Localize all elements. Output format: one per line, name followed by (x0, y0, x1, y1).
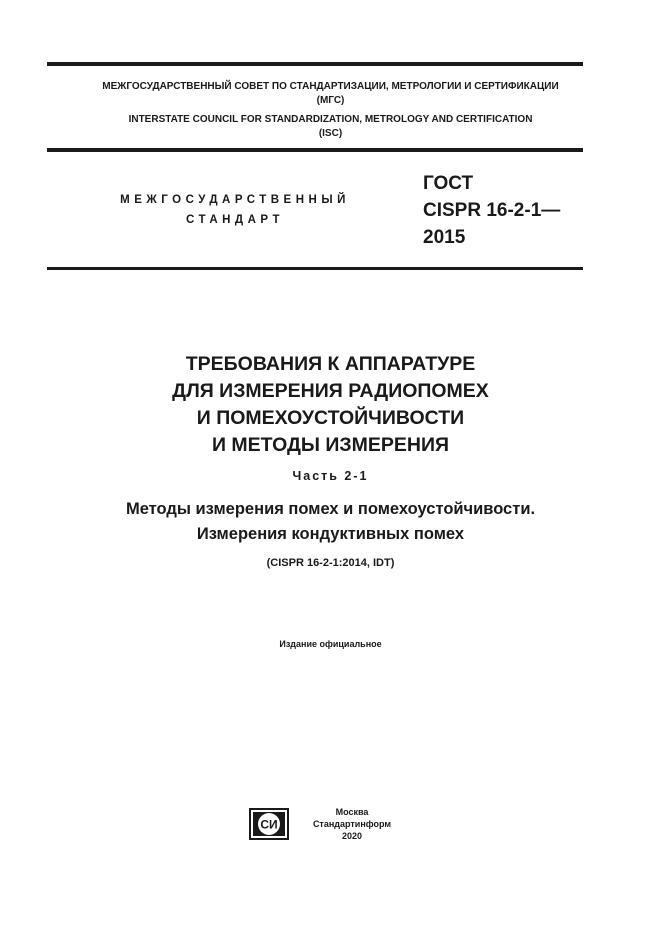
council-abbr-ru: (МГС) (316, 95, 345, 106)
publisher-name: Стандартинформ (312, 819, 392, 829)
reference-standard: (CISPR 16-2-1:2014, IDT) (266, 557, 395, 569)
title-line4: И МЕТОДЫ ИЗМЕРЕНИЯ (211, 434, 450, 456)
standard-code-gost: ГОСТ (423, 173, 474, 194)
publisher-city: Москва (335, 807, 369, 817)
top-rule (47, 62, 583, 66)
logo-text: СИ (260, 817, 278, 832)
part-label: Часть 2-1 (292, 469, 369, 483)
council-rule (47, 148, 583, 152)
standard-code-number: CISPR 16-2-1— (423, 200, 561, 221)
council-name-en: INTERSTATE COUNCIL FOR STANDARDIZATION, METROLOGY AND CERTIFICATION (128, 114, 533, 125)
title-line3: И ПОМЕХОУСТОЙЧИВОСТИ (196, 407, 465, 429)
council-name-ru: МЕЖГОСУДАРСТВЕННЫЙ СОВЕТ ПО СТАНДАРТИЗАЦИИ, МЕТРОЛОГИИ И СЕРТИФИКАЦИИ (102, 81, 559, 92)
standard-type-line2: СТАНДАРТ (186, 214, 284, 226)
subtitle-line1: Методы измерения помех и помехоустойчивости. (125, 500, 536, 518)
publisher-year: 2020 (341, 831, 363, 841)
standartinform-logo-icon (249, 808, 289, 840)
title-line1: ТРЕБОВАНИЯ К АППАРАТУРЕ (185, 353, 476, 375)
standard-code-year: 2015 (423, 227, 466, 248)
subtitle-line2: Измерения кондуктивных помех (196, 525, 465, 543)
standard-type-line1: МЕЖГОСУДАРСТВЕННЫЙ (120, 194, 350, 206)
title-line2: ДЛЯ ИЗМЕРЕНИЯ РАДИОПОМЕХ (172, 380, 489, 402)
council-abbr-en: (ISC) (318, 128, 343, 139)
header-bottom-rule (47, 267, 583, 270)
edition-label: Издание официальное (279, 639, 382, 649)
